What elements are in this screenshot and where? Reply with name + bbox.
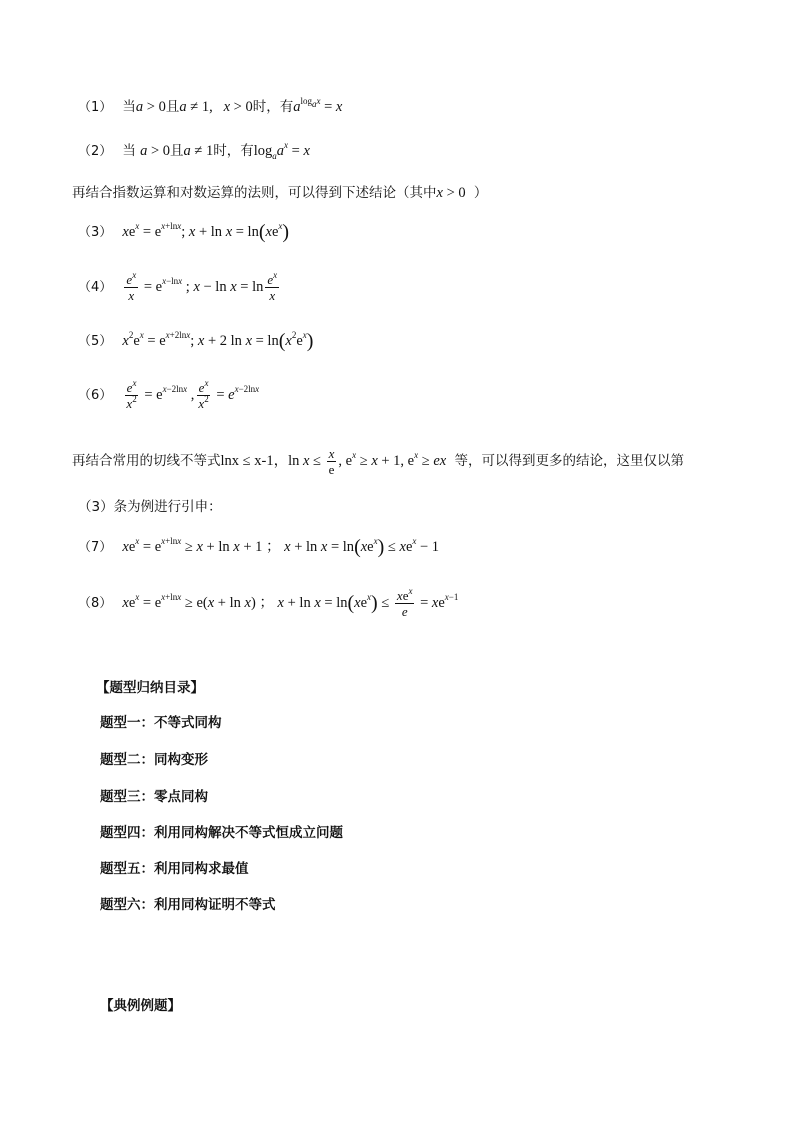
formula-item-8: （8） $xe^x = e^{x+lnx} \ge e(x + \ln x)$ ； $x + \ln x = \ln(xe^x)$ ≤ $\frac{xe^x}{e}$ = $xe^{x-1}$ [78, 585, 459, 619]
formula-item-2: （2） 当 a > 0且a ≠ 1时，有$\log_aa^x = x$ [78, 140, 310, 161]
formula-item-7: （7） $xe^x = e^{x+lnx} \ge x + \ln x + 1$ ； $x + \ln x = \ln(xe^x) \le xe^x - 1$ [78, 536, 440, 558]
formula-item-1: （1） 当a > 0且a ≠ 1, x > 0时，有$a^{log_ax} = x$ [78, 96, 343, 115]
formula-item-5: （5） $x^2e^x = e^{x+2lnx}$; x + 2 $\ln x = \ln(x^2e^x)$ [78, 330, 314, 352]
item-number: （6） [78, 388, 113, 403]
toc-heading: 【题型归纳目录】 [96, 680, 204, 696]
formula-item-4: （4） $\frac{e^x}{x}$ = $e^{x-lnx}$ ; x − ln x = ln $\frac{e^x}{x}$ [78, 269, 278, 303]
toc-entry-3: 题型三：零点同构 [100, 789, 208, 805]
toc-entry-4: 题型四：利用同构解决不等式恒成立问题 [100, 825, 343, 841]
toc-entry-5: 题型五：利用同构求最值 [100, 861, 249, 877]
formula-item-3: （3） $xe^x = e^{x+lnx}$; $x + \ln x = \ln(xe^x)$ [78, 221, 290, 243]
formula-item-6: （6） $\frac{e^x}{x^2}$ = $e^{x-2lnx}$ , $\frac{e^x}{x^2}$ = $e^{x-2lnx}$ [78, 377, 260, 411]
toc-entry-1: 题型一：不等式同构 [100, 715, 222, 731]
intro-paragraph-2-cont: （3）条为例进行引申： [78, 499, 222, 515]
item-number: （4） [78, 280, 113, 295]
item-number: （3） [78, 225, 113, 240]
examples-heading: 【典例例题】 [100, 998, 181, 1014]
toc-entry-6: 题型六：利用同构证明不等式 [100, 897, 276, 913]
intro-paragraph-2: 再结合常用的切线不等式lnx ≤ x-1，ln x ≤ $\frac{x}{e}$ , $e^x \ge x + 1$, $e^x$ ≥ ex 等，可以得到更多的结论，这里仅以第 [72, 446, 684, 477]
item-number: （8） [78, 596, 113, 611]
item-number: （1） [78, 100, 113, 115]
toc-entry-2: 题型二：同构变形 [100, 752, 208, 768]
item-number: （5） [78, 334, 113, 349]
intro-paragraph-1: 再结合指数运算和对数运算的法则，可以得到下述结论（其中x > 0 ） [72, 185, 488, 201]
item-number: （2） [78, 144, 113, 159]
item-number: （7） [78, 540, 113, 555]
